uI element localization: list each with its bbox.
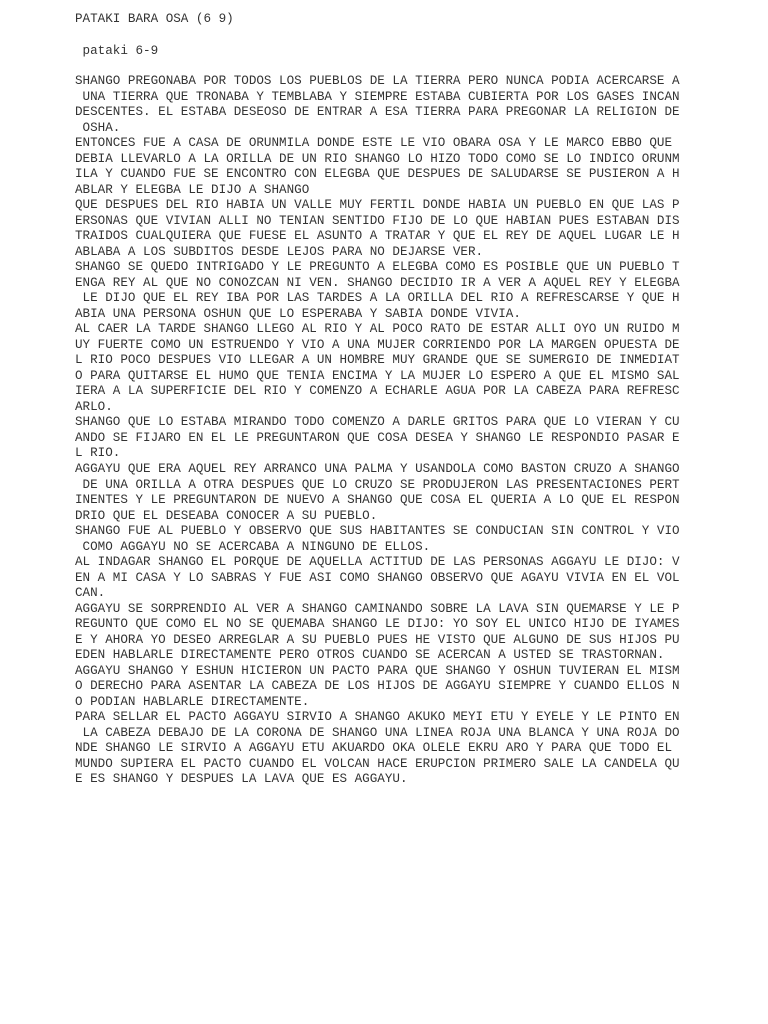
- body-line: EDEN HABLARLE DIRECTAMENTE PERO OTROS CUANDO SE ACERCAN A USTED SE TRASTORNAN.: [75, 648, 665, 663]
- body-line: ERSONAS QUE VIVIAN ALLI NO TENIAN SENTIDO FIJO DE LO QUE HABIAN PUES ESTABAN DIS: [75, 213, 680, 228]
- body-line: ARLO.: [75, 399, 113, 414]
- body-line: L RIO POCO DESPUES VIO LLEGAR A UN HOMBRE MUY GRANDE QUE SE SUMERGIO DE INMEDIAT: [75, 353, 680, 368]
- body-line: SHANGO PREGONABA POR TODOS LOS PUEBLOS DE LA TIERRA PERO NUNCA PODIA ACERCARSE A: [75, 74, 680, 88]
- body-line: REGUNTO QUE COMO EL NO SE QUEMABA SHANGO LE DIJO: YO SOY EL UNICO HIJO DE IYAMES: [75, 617, 680, 632]
- body-line: ABLAR Y ELEGBA LE DIJO A SHANGO: [75, 182, 310, 197]
- body-line: DESCENTES. EL ESTABA DESEOSO DE ENTRAR A ESA TIERRA PARA PREGONAR LA RELIGION DE: [75, 105, 680, 120]
- body-line: AGGAYU SHANGO Y ESHUN HICIERON UN PACTO PARA QUE SHANGO Y OSHUN TUVIERAN EL MISM: [75, 663, 680, 678]
- body-line: O PODIAN HABLARLE DIRECTAMENTE.: [75, 694, 310, 709]
- body-line: ENGA REY AL QUE NO CONOZCAN NI VEN. SHANGO DECIDIO IR A VER A AQUEL REY Y ELEGBA: [75, 275, 680, 290]
- body-line: ILA Y CUANDO FUE SE ENCONTRO CON ELEGBA QUE DESPUES DE SALUDARSE SE PUSIERON A H: [75, 167, 680, 182]
- body-line: TRAIDOS CUALQUIERA QUE FUESE EL ASUNTO A TRATAR Y QUE EL REY DE AQUEL LUGAR LE H: [75, 229, 680, 244]
- body-line: O DERECHO PARA ASENTAR LA CABEZA DE LOS HIJOS DE AGGAYU SIEMPRE Y CUANDO ELLOS N: [75, 679, 680, 694]
- body-line: IERA A LA SUPERFICIE DEL RIO Y COMENZO A ECHARLE AGUA POR LA CABEZA PARA REFRESC: [75, 384, 680, 399]
- body-line: SHANGO FUE AL PUEBLO Y OBSERVO QUE SUS HABITANTES SE CONDUCIAN SIN CONTROL Y VIO: [75, 524, 680, 539]
- body-line: NDE SHANGO LE SIRVIO A AGGAYU ETU AKUARDO OKA OLELE EKRU ARO Y PARA QUE TODO EL: [75, 741, 673, 756]
- body-line: QUE DESPUES DEL RIO HABIA UN VALLE MUY FERTIL DONDE HABIA UN PUEBLO EN QUE LAS P: [75, 198, 680, 213]
- body-line: INENTES Y LE PREGUNTARON DE NUEVO A SHANGO QUE COSA EL QUERIA A LO QUE EL RESPON: [75, 493, 680, 508]
- body-line: OSHA.: [75, 120, 121, 135]
- body-line: SHANGO SE QUEDO INTRIGADO Y LE PREGUNTO A ELEGBA COMO ES POSIBLE QUE UN PUEBLO T: [75, 260, 680, 275]
- body-line: MUNDO SUPIERA EL PACTO CUANDO EL VOLCAN HACE ERUPCION PRIMERO SALE LA CANDELA QU: [75, 756, 680, 771]
- body-line: AGGAYU SE SORPRENDIO AL VER A SHANGO CAMINANDO SOBRE LA LAVA SIN QUEMARSE Y LE P: [75, 601, 680, 616]
- document-subtitle: pataki 6-9: [75, 44, 159, 58]
- body-line: LE DIJO QUE EL REY IBA POR LAS TARDES A LA ORILLA DEL RIO A REFRESCARSE Y QUE H: [75, 291, 680, 306]
- body-line: E Y AHORA YO DESEO ARREGLAR A SU PUEBLO PUES HE VISTO QUE ALGUNO DE SUS HIJOS PU: [75, 632, 680, 647]
- body-line: DRIO QUE EL DESEABA CONOCER A SU PUEBLO.: [75, 508, 378, 523]
- body-line: AGGAYU QUE ERA AQUEL REY ARRANCO UNA PALMA Y USANDOLA COMO BASTON CRUZO A SHANGO: [75, 462, 680, 476]
- body-line: UY FUERTE COMO UN ESTRUENDO Y VIO A UNA MUJER CORRIENDO POR LA MARGEN OPUESTA DE: [75, 337, 680, 352]
- body-line: UNA TIERRA QUE TRONABA Y TEMBLABA Y SIEMPRE ESTABA CUBIERTA POR LOS GASES INCAN: [75, 89, 680, 104]
- body-line: AL CAER LA TARDE SHANGO LLEGO AL RIO Y AL POCO RATO DE ESTAR ALLI OYO UN RUIDO M: [75, 322, 680, 337]
- body-line: DEBIA LLEVARLO A LA ORILLA DE UN RIO SHANGO LO HIZO TODO COMO SE LO INDICO ORUNM: [75, 151, 680, 166]
- body-line: COMO AGGAYU NO SE ACERCABA A NINGUNO DE ELLOS.: [75, 539, 431, 554]
- body-line: O PARA QUITARSE EL HUMO QUE TENIA ENCIMA Y LA MUJER LO ESPERO A QUE EL MISMO SAL: [75, 368, 680, 383]
- body-line: SHANGO QUE LO ESTABA MIRANDO TODO COMENZO A DARLE GRITOS PARA QUE LO VIERAN Y CU: [75, 415, 680, 430]
- body-line: ANDO SE FIJARO EN EL LE PREGUNTARON QUE COSA DESEA Y SHANGO LE RESPONDIO PASAR E: [75, 430, 680, 445]
- body-line: EN A MI CASA Y LO SABRAS Y FUE ASI COMO SHANGO OBSERVO QUE AGAYU VIVIA EN EL VOL: [75, 570, 680, 585]
- body-line: AL INDAGAR SHANGO EL PORQUE DE AQUELLA ACTITUD DE LAS PERSONAS AGGAYU LE DIJO: V: [75, 555, 680, 570]
- body-line: CAN.: [75, 586, 106, 601]
- document-title: PATAKI BARA OSA (6 9): [75, 12, 234, 26]
- body-line: PARA SELLAR EL PACTO AGGAYU SIRVIO A SHANGO AKUKO MEYI ETU Y EYELE Y LE PINTO EN: [75, 710, 680, 725]
- body-line: DE UNA ORILLA A OTRA DESPUES QUE LO CRUZO SE PRODUJERON LAS PRESENTACIONES PERT: [75, 477, 680, 492]
- body-line: LA CABEZA DEBAJO DE LA CORONA DE SHANGO UNA LINEA ROJA UNA BLANCA Y UNA ROJA DO: [75, 725, 680, 740]
- body-line: L RIO.: [75, 446, 121, 461]
- body-line: ABIA UNA PERSONA OSHUN QUE LO ESPERABA Y SABIA DONDE VIVIA.: [75, 306, 521, 321]
- body-line: ABLABA A LOS SUBDITOS DESDE LEJOS PARA NO DEJARSE VER.: [75, 244, 484, 259]
- body-line: E ES SHANGO Y DESPUES LA LAVA QUE ES AGGAYU.: [75, 772, 408, 787]
- body-line: ENTONCES FUE A CASA DE ORUNMILA DONDE ESTE LE VIO OBARA OSA Y LE MARCO EBBO QUE: [75, 136, 673, 151]
